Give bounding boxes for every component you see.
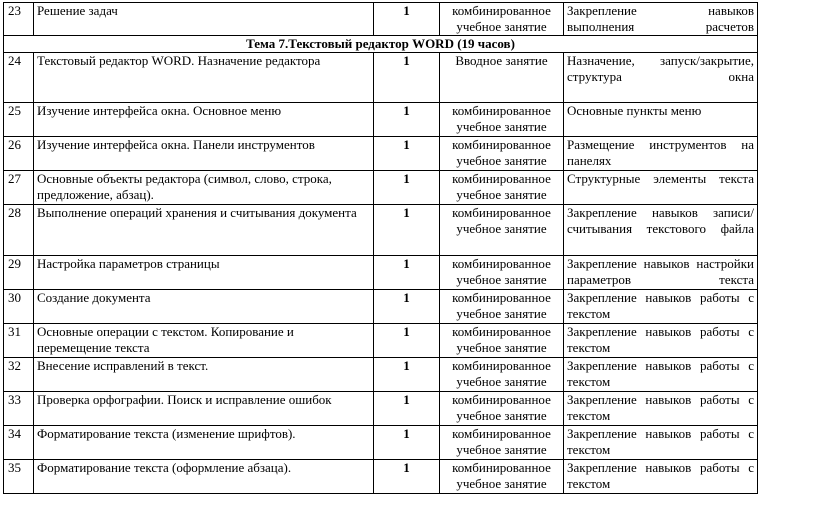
topic-cell: Основные объекты редактора (символ, слово, строка, предложение, абзац). [34, 171, 374, 205]
lesson-type-cell: комбинированное учебное занятие [440, 392, 564, 426]
hours-cell: 1 [374, 205, 440, 256]
table-row [4, 426, 758, 460]
hours-cell: 1 [374, 3, 440, 36]
row-number: 23 [4, 3, 34, 36]
row-number: 24 [4, 53, 34, 103]
row-number: 30 [4, 290, 34, 324]
row-number: 25 [4, 103, 34, 137]
row-number: 34 [4, 426, 34, 460]
result-cell: Закрепление навыков работы с текстом [564, 460, 758, 494]
hours-cell: 1 [374, 171, 440, 205]
hours-cell: 1 [374, 137, 440, 171]
row-number: 28 [4, 205, 34, 256]
hours-cell: 1 [374, 53, 440, 103]
hours-cell: 1 [374, 324, 440, 358]
result-cell: Закрепление навыков работы с текстом [564, 324, 758, 358]
lesson-type-cell: комбинированное учебное занятие [440, 137, 564, 171]
result-cell: Основные пункты меню [564, 103, 758, 137]
result-cell: Закрепление навыков работы с текстом [564, 358, 758, 392]
hours-cell: 1 [374, 290, 440, 324]
result-cell: Структурные элементы текста [564, 171, 758, 205]
row-number: 32 [4, 358, 34, 392]
lesson-type-cell: комбинированное учебное занятие [440, 103, 564, 137]
lesson-type-cell: комбинированное учебное занятие [440, 256, 564, 290]
table-row [4, 324, 758, 358]
table-row [4, 3, 758, 36]
topic-cell: Настройка параметров страницы [34, 256, 374, 290]
table-row [4, 290, 758, 324]
row-number: 27 [4, 171, 34, 205]
result-cell: Закрепление навыков работы с текстом [564, 290, 758, 324]
topic-cell: Выполнение операций хранения и считывания документа [34, 205, 374, 256]
result-cell: Назначение, запуск/закрытие, структура окна [564, 53, 758, 103]
hours-cell: 1 [374, 392, 440, 426]
lesson-type-cell: комбинированное учебное занятие [440, 324, 564, 358]
hours-cell: 1 [374, 103, 440, 137]
topic-cell: Форматирование текста (оформление абзаца). [34, 460, 374, 494]
result-cell: Закрепление навыков настройки параметров текста [564, 256, 758, 290]
table-row [4, 392, 758, 426]
row-number: 35 [4, 460, 34, 494]
section-row [4, 36, 758, 53]
table-row [4, 137, 758, 171]
result-cell: Закрепление навыков работы с текстом [564, 426, 758, 460]
lesson-type-cell: комбинированное учебное занятие [440, 460, 564, 494]
hours-cell: 1 [374, 358, 440, 392]
lesson-type-cell: комбинированное учебное занятие [440, 205, 564, 256]
table-row [4, 103, 758, 137]
lesson-type-cell: комбинированное учебное занятие [440, 3, 564, 36]
lesson-type-cell: комбинированное учебное занятие [440, 426, 564, 460]
section-title: Тема 7.Текстовый редактор WORD (19 часов) [4, 36, 758, 53]
lesson-type-cell: Вводное занятие [440, 53, 564, 103]
table-row [4, 171, 758, 205]
topic-cell: Форматирование текста (изменение шрифтов). [34, 426, 374, 460]
row-number: 31 [4, 324, 34, 358]
table-row [4, 205, 758, 256]
row-number: 29 [4, 256, 34, 290]
topic-cell: Внесение исправлений в текст. [34, 358, 374, 392]
lesson-type-cell: комбинированное учебное занятие [440, 171, 564, 205]
result-cell: Закрепление навыков работы с текстом [564, 392, 758, 426]
topic-cell: Проверка орфографии. Поиск и исправление ошибок [34, 392, 374, 426]
topic-cell: Основные операции с текстом. Копирование и перемещение текста [34, 324, 374, 358]
topic-cell: Решение задач [34, 3, 374, 36]
topic-cell: Текстовый редактор WORD. Назначение редактора [34, 53, 374, 103]
topic-cell: Изучение интерфейса окна. Панели инструментов [34, 137, 374, 171]
result-cell: Размещение инструментов на панелях [564, 137, 758, 171]
hours-cell: 1 [374, 426, 440, 460]
result-cell: Закрепление навыков записи/считывания текстового файла [564, 205, 758, 256]
lesson-plan-table [3, 2, 758, 494]
topic-cell: Изучение интерфейса окна. Основное меню [34, 103, 374, 137]
table-row [4, 256, 758, 290]
hours-cell: 1 [374, 460, 440, 494]
lesson-type-cell: комбинированное учебное занятие [440, 358, 564, 392]
lesson-type-cell: комбинированное учебное занятие [440, 290, 564, 324]
row-number: 33 [4, 392, 34, 426]
row-number: 26 [4, 137, 34, 171]
topic-cell: Создание документа [34, 290, 374, 324]
table-row [4, 460, 758, 494]
result-cell: Закрепление навыков выполнения расчетов [564, 3, 758, 36]
table-row [4, 358, 758, 392]
hours-cell: 1 [374, 256, 440, 290]
table-row [4, 53, 758, 103]
